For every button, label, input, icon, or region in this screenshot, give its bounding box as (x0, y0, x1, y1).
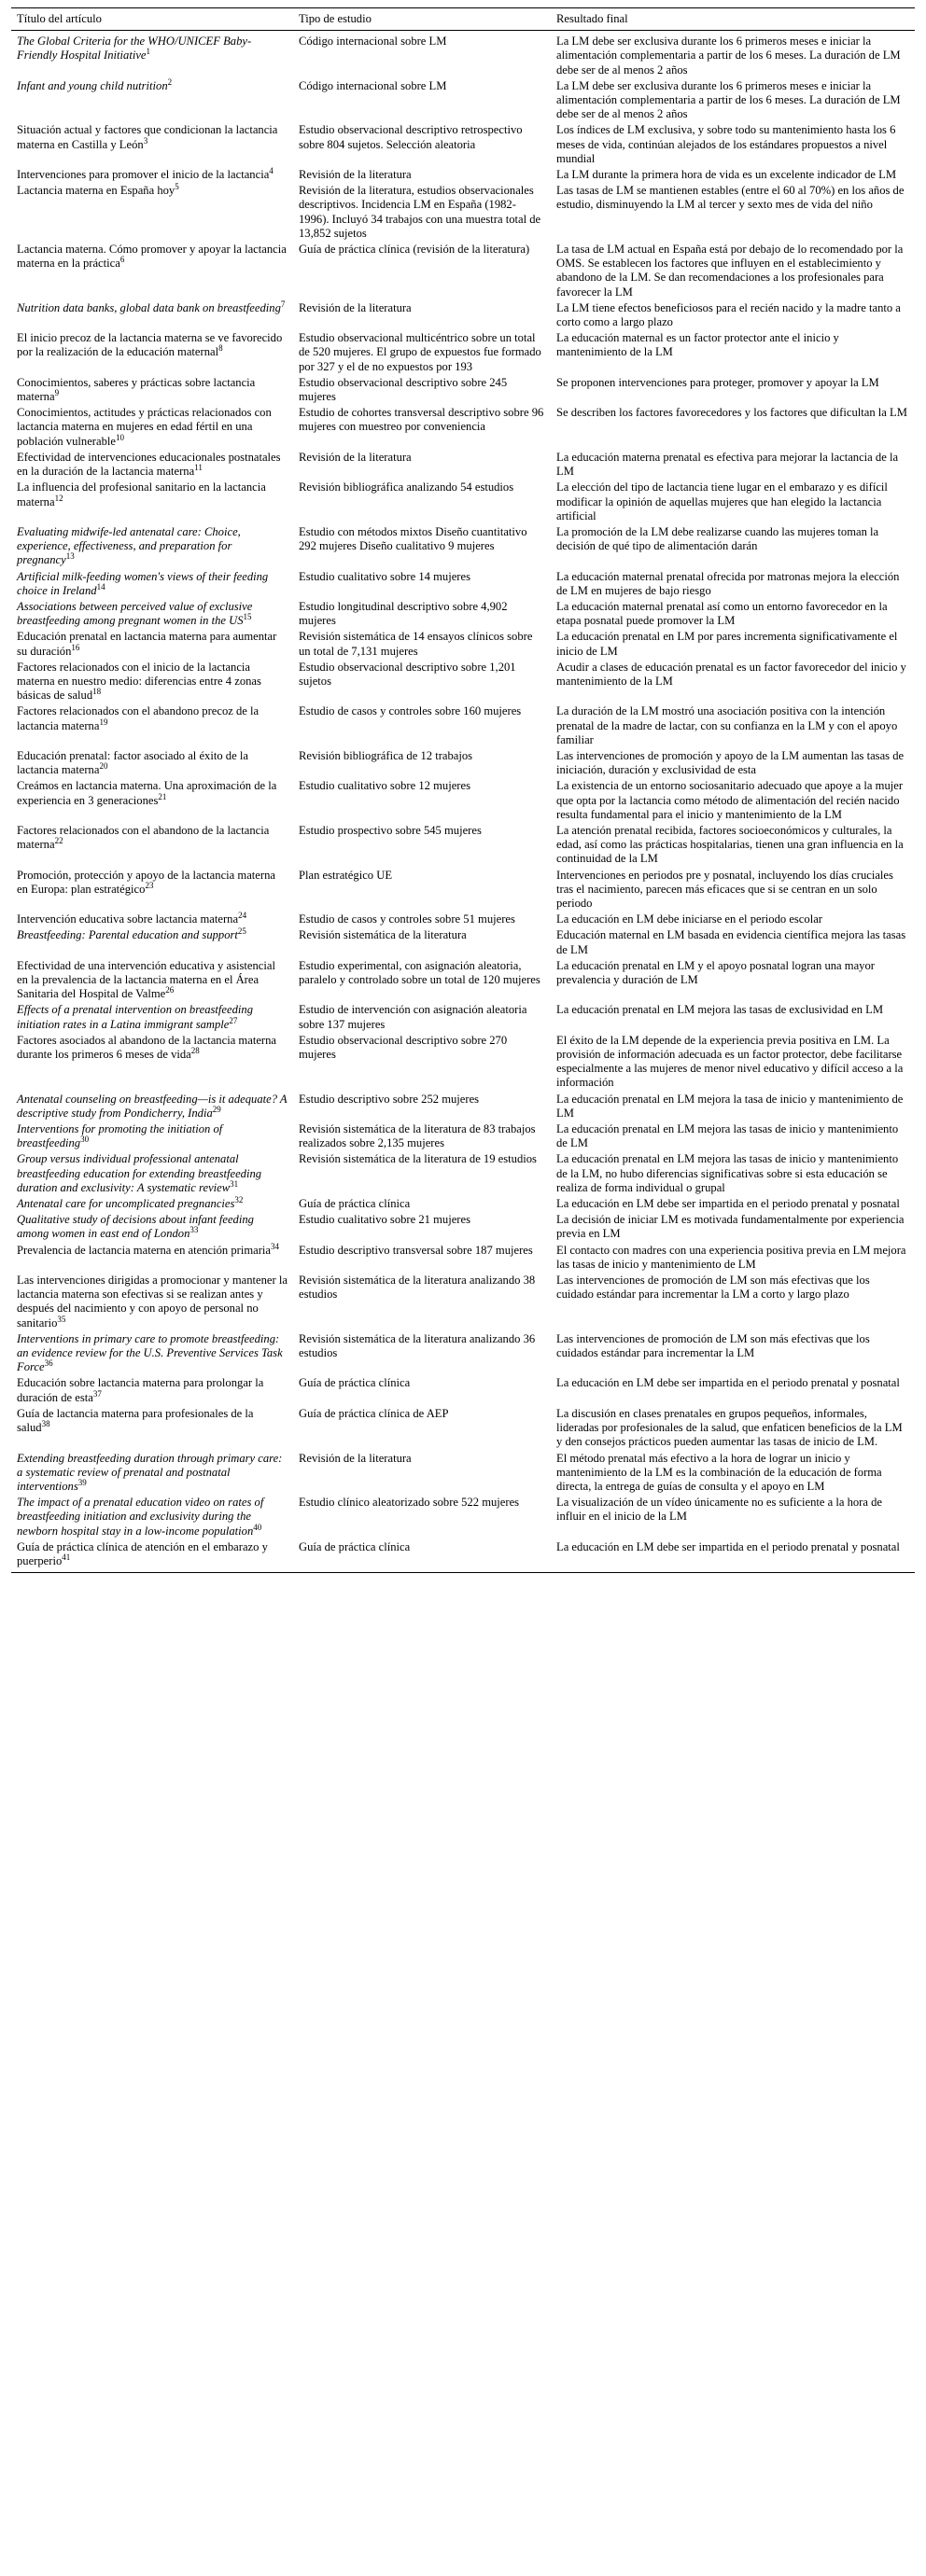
cell-result: Las intervenciones de promoción de LM son más efectivas que los cuidados estándar para incrementar la LM (556, 1331, 870, 1360)
cell-study-type: Código internacional sobre LM (299, 35, 447, 49)
article-title: Situación actual y factores que condicionan la lactancia materna en Castilla y León (17, 123, 278, 151)
reference-number: 1 (146, 47, 151, 57)
article-title: Breastfeeding: Parental education and support (17, 928, 238, 942)
table-row (11, 243, 915, 301)
article-title: Efectividad de intervenciones educacionales postnatales en la duración de la lactancia materna (17, 450, 281, 479)
cell-title (11, 928, 293, 958)
reference-number: 28 (190, 1045, 200, 1055)
cell-title (11, 1003, 293, 1033)
article-title: Nutrition data banks, global data bank on breastfeeding (17, 300, 281, 314)
cell-title (11, 1407, 293, 1452)
cell-study-type: Guía de práctica clínica (299, 1376, 411, 1390)
table-row (11, 1003, 915, 1033)
table-row (11, 704, 915, 749)
table-row (11, 123, 915, 168)
article-title: Lactancia materna en España hoy (17, 184, 175, 198)
table-row (11, 912, 915, 928)
table-row (11, 406, 915, 451)
reference-number: 27 (229, 1015, 238, 1025)
article-title: The Global Criteria for the WHO/UNICEF Baby-Friendly Hospital Initiative (17, 35, 252, 63)
cell-study-type: Estudio prospectivo sobre 545 mujeres (299, 823, 482, 837)
cell-study-type: Estudio con métodos mixtos Diseño cuantitativo 292 mujeres Diseño cualitativo 9 mujeres (299, 524, 527, 553)
reference-number: 35 (57, 1314, 66, 1324)
article-title: Evaluating midwife-led antenatal care: Choice, experience, effectiveness, and preparation for pregnancy (17, 524, 241, 567)
cell-study-type: Revisión sistemática de la literatura de 83 trabajos realizados sobre 2,135 mujeres (299, 1122, 536, 1150)
cell-result: Las intervenciones de promoción de LM son más efectivas que los cuidado estándar para incrementar la LM a corto y largo plazo (556, 1274, 870, 1302)
reference-number: 20 (99, 760, 108, 771)
reference-number: 16 (71, 642, 80, 652)
cell-study-type: Revisión de la literatura (299, 168, 412, 182)
reference-number: 5 (175, 182, 179, 192)
reference-number: 37 (92, 1388, 102, 1399)
cell-result: La LM tiene efectos beneficiosos para el recién nacido y la madre tanto a corto como a largo plazo (556, 300, 901, 329)
article-title: Effects of a prenatal intervention on breastfeeding initiation rates in a Latina immigrant sample (17, 1003, 253, 1031)
cell-study-type: Estudio cualitativo sobre 12 mujeres (299, 779, 470, 793)
cell-result: Educación maternal en LM basada en evidencia científica mejora las tasas de LM (556, 928, 906, 956)
cell-study-type: Plan estratégico UE (299, 868, 393, 882)
cell-study-type: Estudio experimental, con asignación aleatoria, paralelo y controlado sobre un total de 120 mujeres (299, 958, 540, 986)
cell-result: La educación prenatal en LM mejora las tasas de inicio y mantenimiento de la LM, no hubo diferencias significativas sobre si esta educación se realiza de forma individual o grupal (556, 1152, 899, 1194)
table-row (11, 824, 915, 869)
cell-title (11, 1093, 293, 1122)
cell-study-type: Estudio descriptivo sobre 252 mujeres (299, 1092, 480, 1106)
document-page (11, 7, 915, 1573)
cell-study-type: Estudio descriptivo transversal sobre 187 mujeres (299, 1243, 533, 1257)
cell-result: La decisión de iniciar LM es motivada fundamentalmente por experiencia previa en LM (556, 1213, 905, 1241)
cell-title (11, 869, 293, 913)
cell-result: Las tasas de LM se mantienen estables (entre el 60 al 70%) en los años de estudio, disminuyendo la LM al tercer y sexto mes de vida del niño (556, 184, 905, 212)
reference-number: 33 (189, 1225, 199, 1235)
cell-title (11, 600, 293, 630)
reference-number: 12 (54, 493, 63, 503)
cell-result: La LM durante la primera hora de vida es un excelente indicador de LM (556, 168, 897, 182)
cell-title (11, 1332, 293, 1377)
cell-study-type: Revisión sistemática de 14 ensayos clínicos sobre un total de 7,131 mujeres (299, 630, 533, 658)
cell-result: La educación maternal prenatal así como un entorno favorecedor en la etapa posnatal puede promover la LM (556, 599, 888, 628)
article-title: Intervenciones para promover el inicio de la lactancia (17, 168, 270, 182)
cell-title (11, 779, 293, 824)
reference-number: 11 (194, 462, 203, 472)
cell-title (11, 123, 293, 168)
cell-title (11, 79, 293, 124)
cell-title (11, 1194, 293, 1213)
cell-study-type: Estudio cualitativo sobre 21 mujeres (299, 1213, 470, 1227)
cell-study-type: Revisión bibliográfica de 12 trabajos (299, 748, 473, 762)
reference-number: 8 (218, 343, 223, 354)
cell-result: Se describen los factores favorecedores y los factores que dificultan la LM (556, 406, 907, 420)
table-row (11, 451, 915, 480)
reference-number: 19 (99, 717, 108, 727)
article-title: Educación prenatal en lactancia materna para aumentar su duración (17, 630, 277, 658)
article-title: Factores relacionados con el abandono de la lactancia materna (17, 823, 270, 852)
article-title: Antenatal counseling on breastfeeding—is it adequate? A descriptive study from Pondicherry, India (17, 1092, 288, 1120)
reference-number: 34 (271, 1241, 280, 1251)
cell-title (11, 749, 293, 779)
cell-result: La promoción de la LM debe realizarse cuando las mujeres toman la decisión de qué tipo de alimentación darán (556, 524, 879, 553)
cell-result: Se proponen intervenciones para proteger, promover y apoyar la LM (556, 375, 879, 389)
table-row (11, 1122, 915, 1152)
table-row (11, 376, 915, 406)
cell-result: La tasa de LM actual en España está por debajo de lo recomendado por la OMS. Se establecen los factores que influyen en el establecimiento y abandono de la LM. Se dan recomendaciones a los profesionales para favorecer la LM (556, 243, 904, 299)
article-title: Guía de práctica clínica de atención en el embarazo y puerperio (17, 1539, 268, 1567)
reference-number: 26 (165, 985, 175, 996)
reference-number: 38 (41, 1418, 50, 1428)
cell-title (11, 451, 293, 480)
article-title: Interventions in primary care to promote breastfeeding: an evidence review for the U.S. Preventive Services Task Force (17, 1331, 283, 1374)
cell-title (11, 376, 293, 406)
cell-result: La elección del tipo de lactancia tiene lugar en el embarazo y es difícil modificar la opinión de aquellas mujeres que han elegido la lactancia artificial (556, 480, 888, 522)
table-row (11, 168, 915, 184)
reference-number: 39 (77, 1477, 87, 1487)
cell-study-type: Estudio clínico aleatorizado sobre 522 mujeres (299, 1496, 520, 1510)
cell-result: La atención prenatal recibida, factores socioeconómicos y culturales, la edad, así como las prácticas hospitalarias, tienen una gran influencia en la continuidad de la LM (556, 823, 904, 866)
reference-number: 2 (167, 77, 173, 87)
cell-study-type: Estudio de casos y controles sobre 160 mujeres (299, 704, 522, 718)
cell-title (11, 1034, 293, 1093)
reference-number: 25 (237, 926, 246, 937)
cell-result: La educación en LM debe iniciarse en el periodo escolar (556, 912, 822, 926)
cell-title (11, 824, 293, 869)
table-row (11, 525, 915, 570)
cell-title (11, 1540, 293, 1573)
cell-title (11, 1122, 293, 1152)
cell-study-type: Estudio de cohortes transversal descriptivo sobre 96 mujeres con muestreo por conveniencia (299, 406, 544, 434)
cell-study-type: Revisión sistemática de la literatura analizando 36 estudios (299, 1331, 536, 1360)
cell-result: Intervenciones en periodos pre y posnatal, incluyendo los días cruciales tras el nacimiento, parecen más eficaces que si se centran en un solo periodo (556, 868, 893, 910)
cell-result: La LM debe ser exclusiva durante los 6 primeros meses e iniciar la alimentación complementaria a partir de los 6 meses. La duración de LM debe ser de al menos 2 años (556, 78, 901, 121)
cell-result: La educación prenatal en LM y el apoyo posnatal logran una mayor prevalencia y duración de LM (556, 958, 875, 986)
cell-study-type: Revisión de la literatura, estudios observacionales descriptivos. Incidencia LM en España (1982-1996). Incluyó 34 trabajos con una muestra total de 13,852 sujetos (299, 184, 541, 240)
table-row (11, 1407, 915, 1452)
cell-result: La educación prenatal en LM mejora la tasa de inicio y mantenimiento de LM (556, 1092, 904, 1120)
reference-number: 36 (44, 1358, 53, 1369)
cell-result: Los índices de LM exclusiva, y sobre todo su mantenimiento hasta los 6 meses de vida, continúan alejados de los estándares propuestos a nivel mundial (556, 123, 896, 165)
cell-result: La educación en LM debe ser impartida en el periodo prenatal y posnatal (556, 1197, 900, 1211)
cell-title (11, 704, 293, 749)
reference-number: 9 (54, 387, 60, 397)
article-title: El inicio precoz de la lactancia materna se ve favorecido por la realización de la educación maternal (17, 331, 283, 359)
cell-title (11, 1452, 293, 1497)
table-row (11, 331, 915, 376)
article-title: Factores asociados al abandono de la lactancia materna durante los primeros 6 meses de vida (17, 1033, 276, 1062)
cell-result: El éxito de la LM depende de la experiencia previa positiva en LM. La provisión de información adecuada es un factor protector, debe facilitarse especialmente a las mujeres de menor nivel educativo y difícil acceso a la información (556, 1033, 904, 1090)
cell-title (11, 1152, 293, 1197)
article-title: Artificial milk-feeding women's views of their feeding choice in Ireland (17, 569, 269, 597)
reference-number: 31 (230, 1178, 239, 1189)
reference-number: 10 (115, 432, 124, 442)
article-title: Promoción, protección y apoyo de la lactancia materna en Europa: plan estratégico (17, 868, 275, 896)
table-body (11, 31, 915, 1573)
cell-result: La educación prenatal en LM por pares incrementa significativamente el inicio de LM (556, 630, 898, 658)
article-title: Lactancia materna. Cómo promover y apoyar la lactancia materna en la práctica (17, 243, 287, 271)
header-row (11, 8, 915, 31)
cell-study-type: Guía de práctica clínica (293, 1540, 551, 1573)
reference-number: 18 (92, 686, 102, 696)
article-title: Conocimientos, actitudes y prácticas relacionados con lactancia materna en mujeres en edad fértil en una población vulnerable (17, 406, 272, 448)
table-row (11, 480, 915, 525)
cell-study-type: Estudio de intervención con asignación aleatoria sobre 137 mujeres (299, 1003, 527, 1031)
cell-study-type: Revisión de la literatura (299, 450, 412, 464)
cell-study-type: Revisión sistemática de la literatura de 19 estudios (299, 1152, 537, 1166)
cell-title (11, 243, 293, 301)
cell-title (11, 165, 293, 184)
cell-result: La educación en LM debe ser impartida en el periodo prenatal y posnatal (556, 1376, 900, 1390)
table-row (11, 1540, 915, 1573)
article-title: Las intervenciones dirigidas a promocionar y mantener la lactancia materna son efectivas si se realizan antes y después del nacimiento y con apoyo de personal no sanitario (17, 1274, 288, 1330)
header-study-type: Tipo de estudio (293, 8, 551, 31)
article-title: Efectividad de una intervención educativa y asistencial en la prevalencia de la lactancia materna en el Área Sanitaria del Hospital de Valme (17, 958, 275, 1001)
cell-title (11, 301, 293, 331)
cell-title (11, 1376, 293, 1406)
cell-title (11, 525, 293, 570)
article-title: Infant and young child nutrition (17, 78, 168, 92)
header-result: Resultado final (551, 8, 915, 31)
cell-study-type: Estudio longitudinal descriptivo sobre 4,902 mujeres (299, 599, 508, 628)
table-row (11, 779, 915, 824)
cell-result: El método prenatal más efectivo a la hora de lograr un inicio y mantenimiento de la LM es la combinación de la educación de forma directa, la entrega de guías de consulta y el apoyo en LM (556, 1451, 882, 1493)
cell-study-type: Estudio cualitativo sobre 14 mujeres (299, 569, 470, 583)
cell-result: El contacto con madres con una experiencia positiva previa en LM mejora las tasas de inicio y mantenimiento de LM (556, 1243, 906, 1271)
table-row (11, 1197, 915, 1213)
cell-title (11, 480, 293, 525)
article-title: Factores relacionados con el abandono precoz de la lactancia materna (17, 704, 260, 732)
cell-result: La educación prenatal en LM mejora las tasas de exclusividad en LM (556, 1003, 884, 1017)
cell-study-type: Guía de práctica clínica (299, 1197, 411, 1211)
table-row (11, 1332, 915, 1377)
cell-result: La educación prenatal en LM mejora las tasas de inicio y mantenimiento de LM (556, 1122, 899, 1150)
table-row (11, 1152, 915, 1197)
table-row (11, 1213, 915, 1243)
article-title: Interventions for promoting the initiation of breastfeeding (17, 1122, 223, 1150)
cell-study-type: Estudio observacional descriptivo sobre 270 mujeres (299, 1033, 508, 1062)
table-row (11, 1093, 915, 1122)
cell-result: La discusión en clases prenatales en grupos pequeños, informales, lideradas por profesionales de la salud, que enfaticen beneficios de la LM y den consejos prácticos pueden aumentar las tasas de inicio de LM. (556, 1406, 903, 1449)
table-row (11, 600, 915, 630)
cell-title (11, 1274, 293, 1332)
table-row (11, 1496, 915, 1540)
reference-number: 13 (65, 551, 75, 562)
cell-title (11, 406, 293, 451)
reference-number: 6 (119, 255, 125, 265)
table-row (11, 31, 915, 79)
reference-number: 32 (234, 1194, 244, 1204)
cell-study-type: Guía de práctica clínica de AEP (299, 1406, 449, 1420)
table-row (11, 959, 915, 1004)
article-title: Educación prenatal: factor asociado al éxito de la lactancia materna (17, 748, 248, 777)
cell-study-type: Código internacional sobre LM (299, 78, 447, 92)
studies-table (11, 7, 915, 1573)
cell-study-type: Estudio observacional descriptivo retrospectivo sobre 804 sujetos. Selección aleatoria (299, 123, 523, 151)
article-title: Educación sobre lactancia materna para prolongar la duración de esta (17, 1376, 264, 1404)
reference-number: 41 (62, 1552, 71, 1562)
cell-result: La educación materna prenatal es efectiva para mejorar la lactancia de la LM (556, 450, 899, 479)
cell-study-type: Revisión bibliográfica analizando 54 estudios (299, 480, 514, 494)
table-row (11, 749, 915, 779)
reference-number: 21 (158, 791, 167, 801)
cell-title (11, 31, 293, 79)
cell-study-type: Revisión sistemática de la literatura (299, 928, 467, 942)
article-title: Conocimientos, saberes y prácticas sobre lactancia materna (17, 375, 256, 404)
table-row (11, 79, 915, 124)
article-title: La influencia del profesional sanitario en la lactancia materna (17, 480, 266, 508)
table-row (11, 630, 915, 660)
reference-number: 22 (54, 835, 63, 845)
article-title: Antenatal care for uncomplicated pregnancies (17, 1197, 235, 1211)
cell-result: Acudir a clases de educación prenatal es un factor favorecedor del inicio y mantenimiento de la LM (556, 660, 906, 688)
cell-title (11, 331, 293, 376)
cell-study-type: Guía de práctica clínica (revisión de la literatura) (299, 243, 530, 257)
table-row (11, 661, 915, 705)
table-row (11, 301, 915, 331)
article-title: Intervención educativa sobre lactancia materna (17, 912, 239, 926)
cell-study-type: Revisión de la literatura (299, 300, 412, 314)
reference-number: 40 (253, 1522, 262, 1532)
cell-result: La educación en LM debe ser impartida en el periodo prenatal y posnatal (551, 1540, 915, 1573)
article-title: Associations between perceived value of exclusive breastfeeding among pregnant women in the US (17, 599, 253, 628)
table-row (11, 570, 915, 600)
cell-title (11, 661, 293, 705)
cell-result: Las intervenciones de promoción y apoyo de la LM aumentan las tasas de iniciación, duración y exclusividad de esta (556, 748, 905, 777)
reference-number: 24 (238, 911, 247, 920)
table-row (11, 1376, 915, 1406)
cell-study-type: Revisión de la literatura (299, 1451, 412, 1465)
article-title: Group versus individual professional antenatal breastfeeding education for extending breastfeeding duration and exclusivity: A systematic review (17, 1152, 262, 1194)
cell-title (11, 1241, 293, 1274)
table-row (11, 1274, 915, 1332)
cell-title (11, 570, 293, 600)
cell-result: La duración de la LM mostró una asociación positiva con la intención prenatal de la madre de lactar, con su confianza en la LM y con el apoyo familiar (556, 704, 898, 746)
table-row (11, 928, 915, 958)
reference-number: 3 (143, 135, 148, 146)
cell-result: La educación maternal prenatal ofrecida por matronas mejora la elección de LM en mujeres de bajo riesgo (556, 569, 900, 597)
table-row (11, 1452, 915, 1497)
article-title: Creámos en lactancia materna. Una aproximación de la experiencia en 3 generaciones (17, 779, 277, 807)
table-row (11, 1034, 915, 1093)
cell-study-type: Estudio de casos y controles sobre 51 mujeres (299, 912, 515, 926)
article-title: The impact of a prenatal education video on rates of breastfeeding initiation and exclusivity during the newborn hospital stay in a low-income population (17, 1496, 264, 1538)
article-title: Prevalencia de lactancia materna en atención primaria (17, 1243, 272, 1257)
table-row (11, 184, 915, 243)
table-row (11, 869, 915, 913)
cell-study-type: Estudio observacional descriptivo sobre 245 mujeres (299, 375, 508, 404)
article-title: Extending breastfeeding duration through primary care: a systematic review of prenatal and postnatal interventions (17, 1451, 283, 1493)
reference-number: 30 (80, 1135, 90, 1145)
cell-title (11, 630, 293, 660)
cell-study-type: Estudio observacional multicéntrico sobre un total de 520 mujeres. El grupo de expuestos fue formado por 327 y el de no expuestos por 193 (299, 331, 541, 373)
cell-title (11, 184, 293, 243)
cell-title (11, 959, 293, 1004)
reference-number: 29 (212, 1104, 221, 1114)
reference-number: 4 (269, 165, 274, 175)
cell-result: La educación maternal es un factor protector ante el inicio y mantenimiento de la LM (556, 331, 839, 359)
cell-study-type: Revisión sistemática de la literatura analizando 38 estudios (299, 1274, 536, 1302)
reference-number: 23 (145, 880, 154, 890)
cell-result: La LM debe ser exclusiva durante los 6 primeros meses e iniciar la alimentación complementaria a partir de los 6 meses. La duración de LM debe ser de al menos 2 años (556, 35, 901, 77)
cell-study-type: Estudio observacional descriptivo sobre 1,201 sujetos (299, 660, 516, 688)
table-row (11, 1244, 915, 1274)
cell-title (11, 1213, 293, 1243)
article-title: Guía de lactancia materna para profesionales de la salud (17, 1406, 254, 1435)
cell-result: La existencia de un entorno sociosanitario adecuado que apoye a la mujer que opta por la lactancia como método de alimentación del recién nacido resulta fundamental para el inicio y mantenimiento de la LM (556, 779, 904, 821)
cell-result: La visualización de un vídeo únicamente no es suficiente a la hora de influir en el inicio de la LM (556, 1496, 882, 1524)
table-header (11, 8, 915, 31)
article-title: Factores relacionados con el inicio de la lactancia materna en nuestro medio: diferencias entre 4 zonas básicas de salud (17, 660, 261, 703)
reference-number: 15 (243, 611, 252, 621)
cell-title (11, 1496, 293, 1540)
header-title: Título del artículo (11, 8, 293, 31)
article-title: Qualitative study of decisions about infant feeding among women in east end of London (17, 1213, 254, 1241)
reference-number: 7 (280, 299, 286, 309)
cell-title (11, 912, 293, 928)
reference-number: 14 (96, 581, 105, 592)
